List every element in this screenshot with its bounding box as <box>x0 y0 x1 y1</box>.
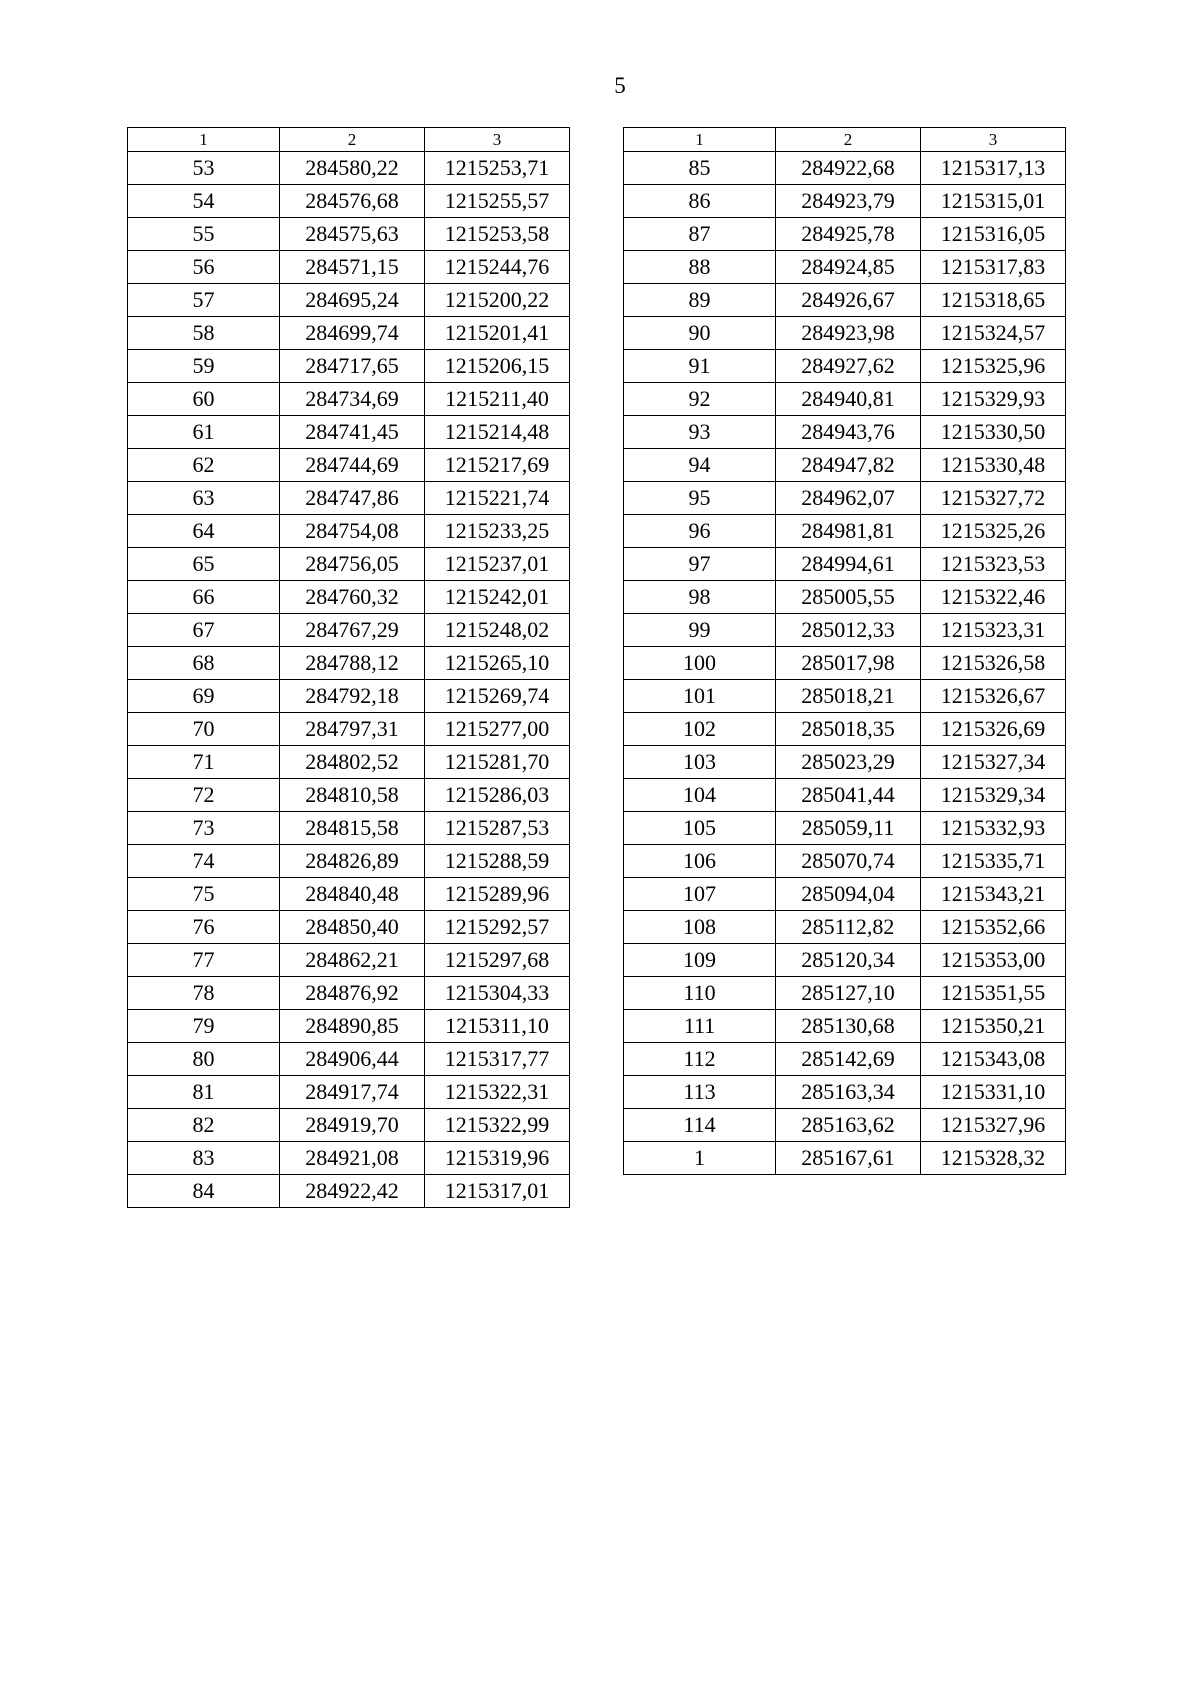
cell-point-number: 110 <box>624 977 776 1010</box>
cell-x-coordinate: 285017,98 <box>776 647 921 680</box>
table-row <box>624 878 1066 911</box>
table-row <box>624 944 1066 977</box>
table-row <box>624 1142 1066 1175</box>
table-row <box>128 383 570 416</box>
cell-y-coordinate: 1215292,57 <box>425 911 570 944</box>
cell-point-number: 91 <box>624 350 776 383</box>
table-row <box>128 1175 570 1208</box>
cell-y-coordinate: 1215350,21 <box>921 1010 1066 1043</box>
table-row <box>624 185 1066 218</box>
cell-y-coordinate: 1215200,22 <box>425 284 570 317</box>
cell-y-coordinate: 1215329,34 <box>921 779 1066 812</box>
cell-y-coordinate: 1215221,74 <box>425 482 570 515</box>
cell-point-number: 98 <box>624 581 776 614</box>
table-row <box>128 251 570 284</box>
cell-point-number: 102 <box>624 713 776 746</box>
cell-y-coordinate: 1215206,15 <box>425 350 570 383</box>
cell-point-number: 71 <box>128 746 280 779</box>
cell-x-coordinate: 284815,58 <box>280 812 425 845</box>
cell-y-coordinate: 1215211,40 <box>425 383 570 416</box>
cell-y-coordinate: 1215319,96 <box>425 1142 570 1175</box>
cell-x-coordinate: 284924,85 <box>776 251 921 284</box>
cell-y-coordinate: 1215326,69 <box>921 713 1066 746</box>
cell-x-coordinate: 284890,85 <box>280 1010 425 1043</box>
cell-y-coordinate: 1215317,01 <box>425 1175 570 1208</box>
cell-x-coordinate: 284850,40 <box>280 911 425 944</box>
table-row <box>128 878 570 911</box>
cell-x-coordinate: 285070,74 <box>776 845 921 878</box>
cell-y-coordinate: 1215326,58 <box>921 647 1066 680</box>
cell-x-coordinate: 284923,98 <box>776 317 921 350</box>
cell-x-coordinate: 284862,21 <box>280 944 425 977</box>
cell-point-number: 66 <box>128 581 280 614</box>
cell-x-coordinate: 285120,34 <box>776 944 921 977</box>
cell-x-coordinate: 285059,11 <box>776 812 921 845</box>
cell-point-number: 75 <box>128 878 280 911</box>
table-row <box>128 581 570 614</box>
cell-point-number: 92 <box>624 383 776 416</box>
cell-x-coordinate: 285112,82 <box>776 911 921 944</box>
cell-x-coordinate: 284826,89 <box>280 845 425 878</box>
cell-point-number: 90 <box>624 317 776 350</box>
cell-y-coordinate: 1215328,32 <box>921 1142 1066 1175</box>
table-row <box>128 152 570 185</box>
cell-x-coordinate: 284947,82 <box>776 449 921 482</box>
cell-point-number: 73 <box>128 812 280 845</box>
table-row <box>624 977 1066 1010</box>
table-header-row <box>128 128 570 152</box>
column-header-y: 3 <box>425 128 570 152</box>
cell-y-coordinate: 1215343,21 <box>921 878 1066 911</box>
cell-y-coordinate: 1215332,93 <box>921 812 1066 845</box>
cell-y-coordinate: 1215288,59 <box>425 845 570 878</box>
cell-x-coordinate: 284754,08 <box>280 515 425 548</box>
cell-point-number: 85 <box>624 152 776 185</box>
cell-point-number: 65 <box>128 548 280 581</box>
cell-y-coordinate: 1215253,58 <box>425 218 570 251</box>
cell-x-coordinate: 285094,04 <box>776 878 921 911</box>
cell-y-coordinate: 1215281,70 <box>425 746 570 779</box>
cell-x-coordinate: 284575,63 <box>280 218 425 251</box>
table-row <box>624 647 1066 680</box>
cell-y-coordinate: 1215352,66 <box>921 911 1066 944</box>
table-row <box>624 845 1066 878</box>
cell-x-coordinate: 284927,62 <box>776 350 921 383</box>
cell-x-coordinate: 284767,29 <box>280 614 425 647</box>
cell-y-coordinate: 1215322,99 <box>425 1109 570 1142</box>
table-row <box>128 1109 570 1142</box>
cell-point-number: 103 <box>624 746 776 779</box>
table-row <box>624 1076 1066 1109</box>
cell-y-coordinate: 1215327,72 <box>921 482 1066 515</box>
cell-x-coordinate: 284695,24 <box>280 284 425 317</box>
cell-point-number: 93 <box>624 416 776 449</box>
cell-y-coordinate: 1215317,77 <box>425 1043 570 1076</box>
cell-x-coordinate: 285018,21 <box>776 680 921 713</box>
cell-x-coordinate: 284717,65 <box>280 350 425 383</box>
table-row <box>624 548 1066 581</box>
table-row <box>128 317 570 350</box>
cell-point-number: 113 <box>624 1076 776 1109</box>
cell-x-coordinate: 285012,33 <box>776 614 921 647</box>
cell-point-number: 1 <box>624 1142 776 1175</box>
cell-point-number: 87 <box>624 218 776 251</box>
table-row <box>128 1142 570 1175</box>
table-row <box>624 746 1066 779</box>
cell-y-coordinate: 1215317,13 <box>921 152 1066 185</box>
cell-point-number: 97 <box>624 548 776 581</box>
cell-point-number: 57 <box>128 284 280 317</box>
cell-x-coordinate: 285127,10 <box>776 977 921 1010</box>
table-row <box>128 1076 570 1109</box>
cell-y-coordinate: 1215329,93 <box>921 383 1066 416</box>
cell-point-number: 107 <box>624 878 776 911</box>
table-row <box>128 1043 570 1076</box>
cell-point-number: 60 <box>128 383 280 416</box>
table-row <box>624 779 1066 812</box>
table-row <box>128 977 570 1010</box>
cell-point-number: 61 <box>128 416 280 449</box>
cell-y-coordinate: 1215322,46 <box>921 581 1066 614</box>
table-row <box>128 416 570 449</box>
cell-y-coordinate: 1215326,67 <box>921 680 1066 713</box>
cell-y-coordinate: 1215325,26 <box>921 515 1066 548</box>
cell-y-coordinate: 1215233,25 <box>425 515 570 548</box>
cell-point-number: 95 <box>624 482 776 515</box>
table-row <box>128 1010 570 1043</box>
cell-point-number: 54 <box>128 185 280 218</box>
table-body-left <box>128 152 570 1208</box>
cell-x-coordinate: 284994,61 <box>776 548 921 581</box>
cell-y-coordinate: 1215214,48 <box>425 416 570 449</box>
cell-x-coordinate: 284981,81 <box>776 515 921 548</box>
cell-y-coordinate: 1215323,53 <box>921 548 1066 581</box>
cell-x-coordinate: 285167,61 <box>776 1142 921 1175</box>
cell-y-coordinate: 1215248,02 <box>425 614 570 647</box>
cell-point-number: 100 <box>624 647 776 680</box>
cell-point-number: 112 <box>624 1043 776 1076</box>
cell-point-number: 94 <box>624 449 776 482</box>
cell-y-coordinate: 1215269,74 <box>425 680 570 713</box>
cell-y-coordinate: 1215304,33 <box>425 977 570 1010</box>
table-row <box>128 548 570 581</box>
cell-x-coordinate: 284922,68 <box>776 152 921 185</box>
cell-y-coordinate: 1215316,05 <box>921 218 1066 251</box>
cell-x-coordinate: 284788,12 <box>280 647 425 680</box>
cell-y-coordinate: 1215265,10 <box>425 647 570 680</box>
cell-point-number: 109 <box>624 944 776 977</box>
cell-point-number: 81 <box>128 1076 280 1109</box>
cell-y-coordinate: 1215201,41 <box>425 317 570 350</box>
cell-point-number: 58 <box>128 317 280 350</box>
cell-point-number: 89 <box>624 284 776 317</box>
cell-x-coordinate: 285041,44 <box>776 779 921 812</box>
coordinates-table-left <box>127 127 570 1208</box>
table-row <box>128 350 570 383</box>
column-header-point-number: 1 <box>624 128 776 152</box>
cell-x-coordinate: 284760,32 <box>280 581 425 614</box>
cell-point-number: 114 <box>624 1109 776 1142</box>
cell-x-coordinate: 284802,52 <box>280 746 425 779</box>
cell-y-coordinate: 1215343,08 <box>921 1043 1066 1076</box>
cell-point-number: 80 <box>128 1043 280 1076</box>
cell-x-coordinate: 284741,45 <box>280 416 425 449</box>
table-row <box>624 713 1066 746</box>
table-row <box>624 812 1066 845</box>
cell-y-coordinate: 1215287,53 <box>425 812 570 845</box>
cell-x-coordinate: 285005,55 <box>776 581 921 614</box>
table-row <box>128 680 570 713</box>
column-header-x: 2 <box>776 128 921 152</box>
cell-point-number: 77 <box>128 944 280 977</box>
cell-y-coordinate: 1215297,68 <box>425 944 570 977</box>
cell-point-number: 82 <box>128 1109 280 1142</box>
cell-y-coordinate: 1215353,00 <box>921 944 1066 977</box>
table-row <box>624 1010 1066 1043</box>
cell-point-number: 86 <box>624 185 776 218</box>
cell-point-number: 63 <box>128 482 280 515</box>
cell-y-coordinate: 1215322,31 <box>425 1076 570 1109</box>
cell-point-number: 68 <box>128 647 280 680</box>
cell-point-number: 72 <box>128 779 280 812</box>
table-row <box>624 1043 1066 1076</box>
cell-y-coordinate: 1215244,76 <box>425 251 570 284</box>
cell-y-coordinate: 1215242,01 <box>425 581 570 614</box>
table-row <box>128 944 570 977</box>
cell-y-coordinate: 1215323,31 <box>921 614 1066 647</box>
cell-y-coordinate: 1215318,65 <box>921 284 1066 317</box>
table-row <box>128 713 570 746</box>
cell-point-number: 67 <box>128 614 280 647</box>
column-header-x: 2 <box>280 128 425 152</box>
cell-y-coordinate: 1215277,00 <box>425 713 570 746</box>
table-row <box>128 185 570 218</box>
table-row <box>128 779 570 812</box>
cell-x-coordinate: 284840,48 <box>280 878 425 911</box>
table-row <box>624 383 1066 416</box>
cell-x-coordinate: 285130,68 <box>776 1010 921 1043</box>
table-row <box>128 284 570 317</box>
cell-x-coordinate: 285023,29 <box>776 746 921 779</box>
cell-x-coordinate: 284699,74 <box>280 317 425 350</box>
cell-point-number: 111 <box>624 1010 776 1043</box>
table-row <box>128 812 570 845</box>
table-body-right <box>624 152 1066 1175</box>
cell-point-number: 76 <box>128 911 280 944</box>
cell-y-coordinate: 1215289,96 <box>425 878 570 911</box>
cell-point-number: 88 <box>624 251 776 284</box>
cell-y-coordinate: 1215330,50 <box>921 416 1066 449</box>
table-row <box>128 449 570 482</box>
cell-x-coordinate: 284810,58 <box>280 779 425 812</box>
cell-x-coordinate: 284962,07 <box>776 482 921 515</box>
cell-x-coordinate: 284925,78 <box>776 218 921 251</box>
cell-y-coordinate: 1215351,55 <box>921 977 1066 1010</box>
column-header-y: 3 <box>921 128 1066 152</box>
cell-x-coordinate: 284919,70 <box>280 1109 425 1142</box>
table-row <box>624 515 1066 548</box>
table-row <box>624 251 1066 284</box>
table-row <box>128 515 570 548</box>
table-row <box>624 416 1066 449</box>
table-row <box>624 482 1066 515</box>
table-row <box>624 449 1066 482</box>
table-row <box>128 746 570 779</box>
cell-point-number: 59 <box>128 350 280 383</box>
column-header-point-number: 1 <box>128 128 280 152</box>
table-row <box>128 614 570 647</box>
cell-y-coordinate: 1215331,10 <box>921 1076 1066 1109</box>
cell-point-number: 78 <box>128 977 280 1010</box>
cell-x-coordinate: 284756,05 <box>280 548 425 581</box>
cell-point-number: 70 <box>128 713 280 746</box>
cell-point-number: 105 <box>624 812 776 845</box>
cell-x-coordinate: 284921,08 <box>280 1142 425 1175</box>
cell-y-coordinate: 1215327,34 <box>921 746 1066 779</box>
table-row <box>128 911 570 944</box>
cell-x-coordinate: 285142,69 <box>776 1043 921 1076</box>
cell-x-coordinate: 285163,34 <box>776 1076 921 1109</box>
cell-x-coordinate: 284734,69 <box>280 383 425 416</box>
cell-point-number: 69 <box>128 680 280 713</box>
cell-point-number: 108 <box>624 911 776 944</box>
cell-point-number: 96 <box>624 515 776 548</box>
table-row <box>128 647 570 680</box>
cell-y-coordinate: 1215315,01 <box>921 185 1066 218</box>
cell-y-coordinate: 1215325,96 <box>921 350 1066 383</box>
cell-x-coordinate: 284923,79 <box>776 185 921 218</box>
page-number: 5 <box>614 73 626 98</box>
table-row <box>624 1109 1066 1142</box>
table-row <box>624 911 1066 944</box>
cell-x-coordinate: 285163,62 <box>776 1109 921 1142</box>
cell-x-coordinate: 285018,35 <box>776 713 921 746</box>
coordinates-table-right <box>623 127 1066 1175</box>
cell-point-number: 79 <box>128 1010 280 1043</box>
cell-x-coordinate: 284792,18 <box>280 680 425 713</box>
cell-point-number: 74 <box>128 845 280 878</box>
cell-point-number: 55 <box>128 218 280 251</box>
cell-y-coordinate: 1215286,03 <box>425 779 570 812</box>
cell-y-coordinate: 1215237,01 <box>425 548 570 581</box>
cell-y-coordinate: 1215324,57 <box>921 317 1066 350</box>
cell-y-coordinate: 1215217,69 <box>425 449 570 482</box>
cell-point-number: 83 <box>128 1142 280 1175</box>
cell-point-number: 101 <box>624 680 776 713</box>
cell-point-number: 104 <box>624 779 776 812</box>
cell-y-coordinate: 1215327,96 <box>921 1109 1066 1142</box>
table-row <box>624 350 1066 383</box>
cell-y-coordinate: 1215253,71 <box>425 152 570 185</box>
cell-point-number: 64 <box>128 515 280 548</box>
cell-x-coordinate: 284917,74 <box>280 1076 425 1109</box>
table-row <box>128 482 570 515</box>
table-row <box>624 152 1066 185</box>
cell-y-coordinate: 1215330,48 <box>921 449 1066 482</box>
cell-y-coordinate: 1215311,10 <box>425 1010 570 1043</box>
cell-x-coordinate: 284744,69 <box>280 449 425 482</box>
cell-y-coordinate: 1215335,71 <box>921 845 1066 878</box>
cell-x-coordinate: 284876,92 <box>280 977 425 1010</box>
cell-point-number: 62 <box>128 449 280 482</box>
cell-x-coordinate: 284906,44 <box>280 1043 425 1076</box>
table-row <box>624 680 1066 713</box>
cell-point-number: 84 <box>128 1175 280 1208</box>
table-row <box>624 614 1066 647</box>
cell-x-coordinate: 284571,15 <box>280 251 425 284</box>
cell-point-number: 53 <box>128 152 280 185</box>
cell-y-coordinate: 1215255,57 <box>425 185 570 218</box>
cell-x-coordinate: 284580,22 <box>280 152 425 185</box>
cell-x-coordinate: 284576,68 <box>280 185 425 218</box>
table-row <box>624 581 1066 614</box>
cell-point-number: 56 <box>128 251 280 284</box>
cell-x-coordinate: 284943,76 <box>776 416 921 449</box>
cell-y-coordinate: 1215317,83 <box>921 251 1066 284</box>
table-row <box>624 317 1066 350</box>
cell-point-number: 99 <box>624 614 776 647</box>
table-row <box>128 218 570 251</box>
cell-x-coordinate: 284926,67 <box>776 284 921 317</box>
cell-x-coordinate: 284940,81 <box>776 383 921 416</box>
table-header-row <box>624 128 1066 152</box>
table-row <box>128 845 570 878</box>
table-row <box>624 218 1066 251</box>
cell-x-coordinate: 284797,31 <box>280 713 425 746</box>
cell-point-number: 106 <box>624 845 776 878</box>
cell-x-coordinate: 284747,86 <box>280 482 425 515</box>
cell-x-coordinate: 284922,42 <box>280 1175 425 1208</box>
table-row <box>624 284 1066 317</box>
